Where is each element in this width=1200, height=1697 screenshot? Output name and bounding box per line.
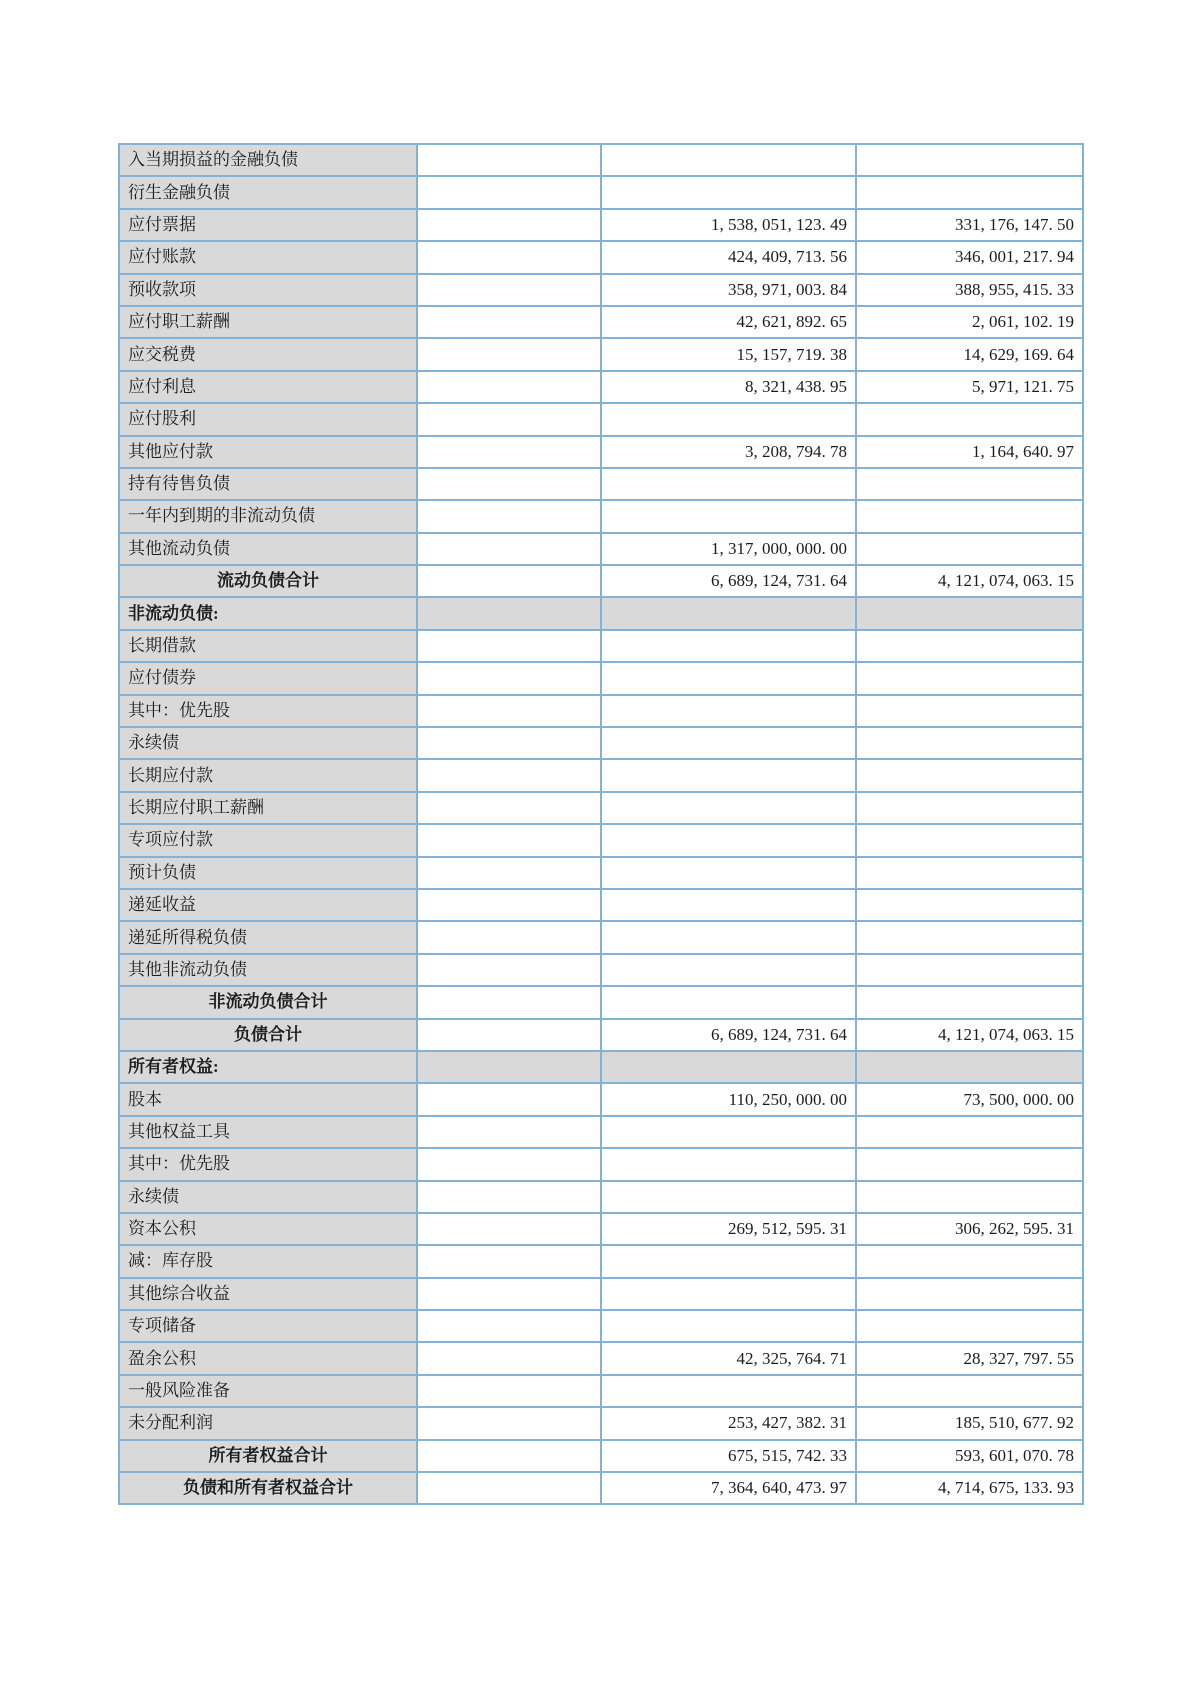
balance-sheet-rows: [119, 144, 1083, 1504]
item-label-cell: 预计负债: [119, 857, 417, 889]
beginning-balance-cell: [856, 759, 1083, 791]
ending-balance-cell: [601, 1051, 856, 1083]
table-row: [119, 241, 1083, 273]
item-label-cell: 应付职工薪酬: [119, 306, 417, 338]
ending-balance-cell: 424, 409, 713. 56: [601, 241, 856, 273]
ending-balance-cell: 6, 689, 124, 731. 64: [601, 565, 856, 597]
beginning-balance-cell: [856, 727, 1083, 759]
beginning-balance-cell: [856, 403, 1083, 435]
item-label-cell: 应付股利: [119, 403, 417, 435]
note-cell: [417, 1148, 601, 1180]
table-row: [119, 889, 1083, 921]
beginning-balance-cell: [856, 1181, 1083, 1213]
item-label-cell: 其他综合收益: [119, 1278, 417, 1310]
item-label-cell: 专项储备: [119, 1310, 417, 1342]
note-cell: [417, 176, 601, 208]
beginning-balance-cell: [856, 792, 1083, 824]
table-row: [119, 1407, 1083, 1439]
note-cell: [417, 1116, 601, 1148]
item-label-cell: 入当期损益的金融负债: [119, 144, 417, 176]
note-cell: [417, 209, 601, 241]
beginning-balance-cell: 28, 327, 797. 55: [856, 1342, 1083, 1374]
table-row: [119, 1245, 1083, 1277]
beginning-balance-cell: [856, 695, 1083, 727]
ending-balance-cell: [601, 468, 856, 500]
item-label-cell: 资本公积: [119, 1213, 417, 1245]
table-row: [119, 1375, 1083, 1407]
item-label-cell: 应付票据: [119, 209, 417, 241]
note-cell: [417, 597, 601, 629]
ending-balance-cell: [601, 824, 856, 856]
table-row: [119, 1213, 1083, 1245]
ending-balance-cell: 15, 157, 719. 38: [601, 338, 856, 370]
beginning-balance-cell: [856, 954, 1083, 986]
item-label-cell: 永续债: [119, 727, 417, 759]
ending-balance-cell: [601, 1375, 856, 1407]
beginning-balance-cell: [856, 500, 1083, 532]
note-cell: [417, 306, 601, 338]
note-cell: [417, 824, 601, 856]
ending-balance-cell: 269, 512, 595. 31: [601, 1213, 856, 1245]
table-row: [119, 1310, 1083, 1342]
note-cell: [417, 921, 601, 953]
item-label-cell: 其他应付款: [119, 436, 417, 468]
table-row: [119, 857, 1083, 889]
ending-balance-cell: [601, 1116, 856, 1148]
item-label-cell: 其他权益工具: [119, 1116, 417, 1148]
table-row: [119, 1472, 1083, 1504]
beginning-balance-cell: [856, 630, 1083, 662]
beginning-balance-cell: [856, 1278, 1083, 1310]
table-row: [119, 338, 1083, 370]
beginning-balance-cell: [856, 144, 1083, 176]
note-cell: [417, 889, 601, 921]
note-cell: [417, 274, 601, 306]
beginning-balance-cell: [856, 1148, 1083, 1180]
table-row: [119, 371, 1083, 403]
beginning-balance-cell: [856, 1245, 1083, 1277]
table-row: [119, 1440, 1083, 1472]
item-label-cell: 长期借款: [119, 630, 417, 662]
item-label-cell: 未分配利润: [119, 1407, 417, 1439]
beginning-balance-cell: [856, 468, 1083, 500]
note-cell: [417, 1019, 601, 1051]
table-row: [119, 597, 1083, 629]
note-cell: [417, 1472, 601, 1504]
item-label-cell: 应付账款: [119, 241, 417, 273]
beginning-balance-cell: 4, 714, 675, 133. 93: [856, 1472, 1083, 1504]
item-label-cell: 衍生金融负债: [119, 176, 417, 208]
note-cell: [417, 403, 601, 435]
ending-balance-cell: 253, 427, 382. 31: [601, 1407, 856, 1439]
table-row: [119, 144, 1083, 176]
item-label-cell: 负债合计: [119, 1019, 417, 1051]
item-label-cell: 长期应付职工薪酬: [119, 792, 417, 824]
ending-balance-cell: 1, 538, 051, 123. 49: [601, 209, 856, 241]
ending-balance-cell: 42, 621, 892. 65: [601, 306, 856, 338]
beginning-balance-cell: [856, 986, 1083, 1018]
item-label-cell: 其中：优先股: [119, 695, 417, 727]
ending-balance-cell: [601, 144, 856, 176]
note-cell: [417, 727, 601, 759]
table-row: [119, 1116, 1083, 1148]
note-cell: [417, 436, 601, 468]
table-row: [119, 209, 1083, 241]
ending-balance-cell: [601, 792, 856, 824]
ending-balance-cell: 42, 325, 764. 71: [601, 1342, 856, 1374]
beginning-balance-cell: [856, 857, 1083, 889]
table-row: [119, 565, 1083, 597]
note-cell: [417, 1375, 601, 1407]
note-cell: [417, 1407, 601, 1439]
beginning-balance-cell: [856, 824, 1083, 856]
table-row: [119, 403, 1083, 435]
note-cell: [417, 759, 601, 791]
note-cell: [417, 500, 601, 532]
beginning-balance-cell: [856, 1375, 1083, 1407]
table-row: [119, 1342, 1083, 1374]
note-cell: [417, 630, 601, 662]
ending-balance-cell: [601, 403, 856, 435]
beginning-balance-cell: 2, 061, 102. 19: [856, 306, 1083, 338]
item-label-cell: 负债和所有者权益合计: [119, 1472, 417, 1504]
item-label-cell: 应付利息: [119, 371, 417, 403]
note-cell: [417, 468, 601, 500]
note-cell: [417, 371, 601, 403]
beginning-balance-cell: [856, 662, 1083, 694]
beginning-balance-cell: 185, 510, 677. 92: [856, 1407, 1083, 1439]
ending-balance-cell: 6, 689, 124, 731. 64: [601, 1019, 856, 1051]
table-row: [119, 274, 1083, 306]
note-cell: [417, 1278, 601, 1310]
ending-balance-cell: 675, 515, 742. 33: [601, 1440, 856, 1472]
ending-balance-cell: 1, 317, 000, 000. 00: [601, 533, 856, 565]
beginning-balance-cell: 4, 121, 074, 063. 15: [856, 1019, 1083, 1051]
table-row: [119, 1019, 1083, 1051]
beginning-balance-cell: 593, 601, 070. 78: [856, 1440, 1083, 1472]
ending-balance-cell: [601, 597, 856, 629]
item-label-cell: 专项应付款: [119, 824, 417, 856]
beginning-balance-cell: 331, 176, 147. 50: [856, 209, 1083, 241]
note-cell: [417, 1245, 601, 1277]
ending-balance-cell: [601, 630, 856, 662]
item-label-cell: 长期应付款: [119, 759, 417, 791]
ending-balance-cell: [601, 759, 856, 791]
note-cell: [417, 1342, 601, 1374]
beginning-balance-cell: 346, 001, 217. 94: [856, 241, 1083, 273]
note-cell: [417, 1051, 601, 1083]
ending-balance-cell: [601, 1278, 856, 1310]
ending-balance-cell: 358, 971, 003. 84: [601, 274, 856, 306]
item-label-cell: 持有待售负债: [119, 468, 417, 500]
ending-balance-cell: 7, 364, 640, 473. 97: [601, 1472, 856, 1504]
ending-balance-cell: 3, 208, 794. 78: [601, 436, 856, 468]
item-label-cell: 非流动负债:: [119, 597, 417, 629]
beginning-balance-cell: 1, 164, 640. 97: [856, 436, 1083, 468]
ending-balance-cell: [601, 986, 856, 1018]
beginning-balance-cell: 4, 121, 074, 063. 15: [856, 565, 1083, 597]
table-row: [119, 500, 1083, 532]
ending-balance-cell: [601, 857, 856, 889]
ending-balance-cell: [601, 695, 856, 727]
note-cell: [417, 662, 601, 694]
table-row: [119, 1148, 1083, 1180]
note-cell: [417, 792, 601, 824]
note-cell: [417, 565, 601, 597]
beginning-balance-cell: [856, 176, 1083, 208]
table-row: [119, 1181, 1083, 1213]
table-row: [119, 792, 1083, 824]
ending-balance-cell: [601, 176, 856, 208]
beginning-balance-cell: 5, 971, 121. 75: [856, 371, 1083, 403]
ending-balance-cell: [601, 889, 856, 921]
table-row: [119, 533, 1083, 565]
item-label-cell: 流动负债合计: [119, 565, 417, 597]
beginning-balance-cell: 388, 955, 415. 33: [856, 274, 1083, 306]
note-cell: [417, 1310, 601, 1342]
table-row: [119, 986, 1083, 1018]
ending-balance-cell: [601, 1181, 856, 1213]
ending-balance-cell: [601, 1148, 856, 1180]
item-label-cell: 应付债券: [119, 662, 417, 694]
table-row: [119, 1278, 1083, 1310]
item-label-cell: 股本: [119, 1083, 417, 1115]
table-row: [119, 176, 1083, 208]
item-label-cell: 递延收益: [119, 889, 417, 921]
ending-balance-cell: [601, 1310, 856, 1342]
ending-balance-cell: [601, 662, 856, 694]
note-cell: [417, 986, 601, 1018]
item-label-cell: 其他非流动负债: [119, 954, 417, 986]
note-cell: [417, 338, 601, 370]
table-row: [119, 1051, 1083, 1083]
item-label-cell: 减：库存股: [119, 1245, 417, 1277]
ending-balance-cell: [601, 727, 856, 759]
item-label-cell: 预收款项: [119, 274, 417, 306]
table-row: [119, 630, 1083, 662]
table-row: [119, 954, 1083, 986]
beginning-balance-cell: 73, 500, 000. 00: [856, 1083, 1083, 1115]
beginning-balance-cell: 306, 262, 595. 31: [856, 1213, 1083, 1245]
ending-balance-cell: [601, 1245, 856, 1277]
table-row: [119, 759, 1083, 791]
ending-balance-cell: [601, 954, 856, 986]
note-cell: [417, 954, 601, 986]
note-cell: [417, 144, 601, 176]
note-cell: [417, 241, 601, 273]
item-label-cell: 所有者权益合计: [119, 1440, 417, 1472]
table-row: [119, 436, 1083, 468]
table-row: [119, 695, 1083, 727]
beginning-balance-cell: [856, 597, 1083, 629]
item-label-cell: 非流动负债合计: [119, 986, 417, 1018]
note-cell: [417, 533, 601, 565]
ending-balance-cell: [601, 921, 856, 953]
note-cell: [417, 857, 601, 889]
table-row: [119, 921, 1083, 953]
item-label-cell: 其他流动负债: [119, 533, 417, 565]
ending-balance-cell: 8, 321, 438. 95: [601, 371, 856, 403]
ending-balance-cell: [601, 500, 856, 532]
table-row: [119, 1083, 1083, 1115]
item-label-cell: 盈余公积: [119, 1342, 417, 1374]
beginning-balance-cell: [856, 889, 1083, 921]
beginning-balance-cell: [856, 1310, 1083, 1342]
item-label-cell: 其中：优先股: [119, 1148, 417, 1180]
beginning-balance-cell: 14, 629, 169. 64: [856, 338, 1083, 370]
table-row: [119, 306, 1083, 338]
item-label-cell: 一般风险准备: [119, 1375, 417, 1407]
table-row: [119, 468, 1083, 500]
item-label-cell: 递延所得税负债: [119, 921, 417, 953]
note-cell: [417, 1440, 601, 1472]
beginning-balance-cell: [856, 1116, 1083, 1148]
beginning-balance-cell: [856, 1051, 1083, 1083]
item-label-cell: 所有者权益:: [119, 1051, 417, 1083]
item-label-cell: 永续债: [119, 1181, 417, 1213]
ending-balance-cell: 110, 250, 000. 00: [601, 1083, 856, 1115]
beginning-balance-cell: [856, 921, 1083, 953]
note-cell: [417, 1181, 601, 1213]
note-cell: [417, 695, 601, 727]
table-row: [119, 824, 1083, 856]
beginning-balance-cell: [856, 533, 1083, 565]
table-row: [119, 727, 1083, 759]
note-cell: [417, 1213, 601, 1245]
note-cell: [417, 1083, 601, 1115]
balance-sheet-table: [118, 143, 1084, 1505]
item-label-cell: 应交税费: [119, 338, 417, 370]
item-label-cell: 一年内到期的非流动负债: [119, 500, 417, 532]
table-row: [119, 662, 1083, 694]
